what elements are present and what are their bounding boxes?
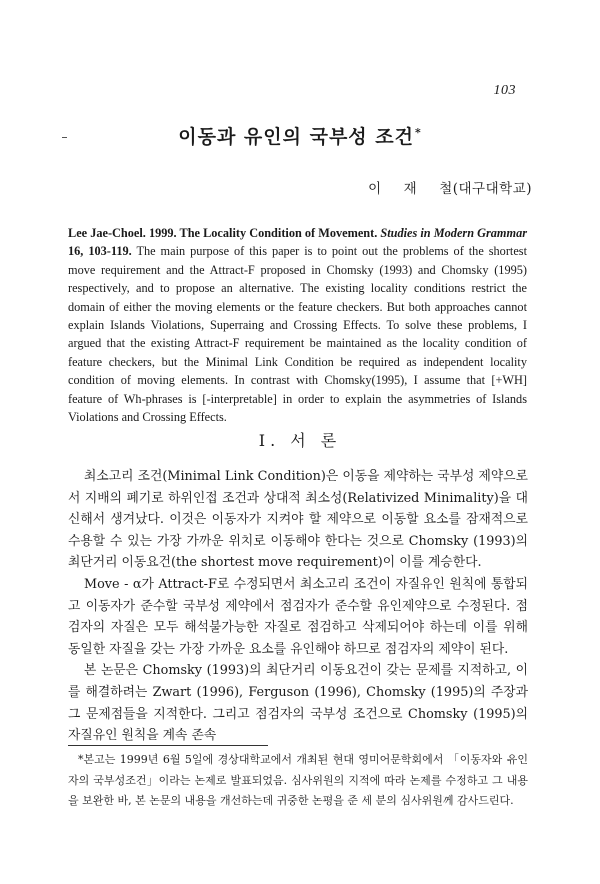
author-name-part: 이	[368, 181, 382, 197]
author-line	[368, 177, 532, 197]
author-affiliation: (대구대학교)	[452, 181, 532, 197]
page-number: 103	[493, 83, 516, 98]
abstract-citation: Lee Jae-Choel. 1999. The Locality Condition of Movement.	[68, 226, 378, 240]
body-text	[68, 466, 528, 747]
abstract	[68, 224, 527, 426]
section-heading: I. 서 론	[258, 431, 342, 450]
author-name-part: 재	[403, 181, 418, 197]
abstract-journal: Studies in Modern Grammar	[380, 226, 527, 240]
paper-title	[0, 122, 600, 149]
abstract-text: The main purpose of this paper is to point out the problems of the shortest move requirement and the Attract-F proposed in Chomsky (1993) and Chomsky (1995) respectively, and to propose an alternative. The existing locality conditions restrict the domain of either the moving elements or the feature checkers. But both approaches cannot explain Islands Violations, Superraing and Crossing Effects. To solve these problems, I argued that the existing Attract-F requirement be maintained as the locality condition of feature checkers, but the Minimal Link Condition be required as independent locality condition of moving elements. In contrast with Chomsky(1995), I assume that [+WH] feature of Wh-phrases is [-interpretable] in order to explain the asymmetries of Islands Violations and Crossing Effects.	[68, 244, 527, 425]
paper-title-text: 이동과 유인의 국부성 조건	[178, 126, 414, 148]
author-name	[368, 181, 453, 197]
footnote: *본고는 1999년 6월 5일에 경상대학교에서 개최된 현대 영미어문학회에서 「이동자와 유인자의 국부성조건」이라는 논제로 발표되었음. 심사위원의 지적에 따라 논제를 수정하고 그 내용을 보완한 바, 본 논문의 내용을 개선하는데 귀중한 논평을 준 세 분의 심사위원께 감사드린다.	[68, 753, 528, 807]
body-paragraph: Move - α가 Attract-F로 수정되면서 최소고리 조건이 자질유인 원칙에 통합되고 이동자가 준수할 국부성 제약에서 점검자가 준수할 유인제약으로 수정된다. 점검자의 자질은 모두 해석불가능한 자질로 점검하고 삭제되어야 하는데 이를 위해 동일한 자질을 갖는 가장 가까운 요소를 유인해야 하므로 점검자의 제약이 된다.	[68, 576, 528, 657]
author-name-part: 철	[439, 181, 453, 197]
footnote-divider	[68, 745, 268, 746]
body-paragraph: 최소고리 조건(Minimal Link Condition)은 이동을 제약하는 국부성 제약으로서 지배의 폐기로 하위인접 조건과 상대적 최소성(Relativized Minimality)을 대신해서 생겨났다. 이것은 이동자가 지켜야 할 제약으로 이동할 요소를 잠재적으로 수용할 수 있는 가장 가까운 위치로 이동해야 한다는 것으로 Chomsky (1993)의 최단거리 이동요건(the shortest move requirement)이 이를 계승한다.	[68, 469, 528, 571]
abstract-volume-pages: 16, 103-119.	[68, 244, 132, 259]
body-paragraph: 본 논문은 Chomsky (1993)의 최단거리 이동요건이 갖는 문제를 지적하고, 이를 해결하려는 Zwart (1996), Ferguson (1996), Chomsky (1995)의 주장과 그 문제점들을 지적한다. 그리고 점검자의 국부성 조건으로 Chomsky (1995)의 자질유인 원칙을 계속 존속	[68, 663, 528, 744]
title-footnote-mark: *	[414, 125, 422, 139]
